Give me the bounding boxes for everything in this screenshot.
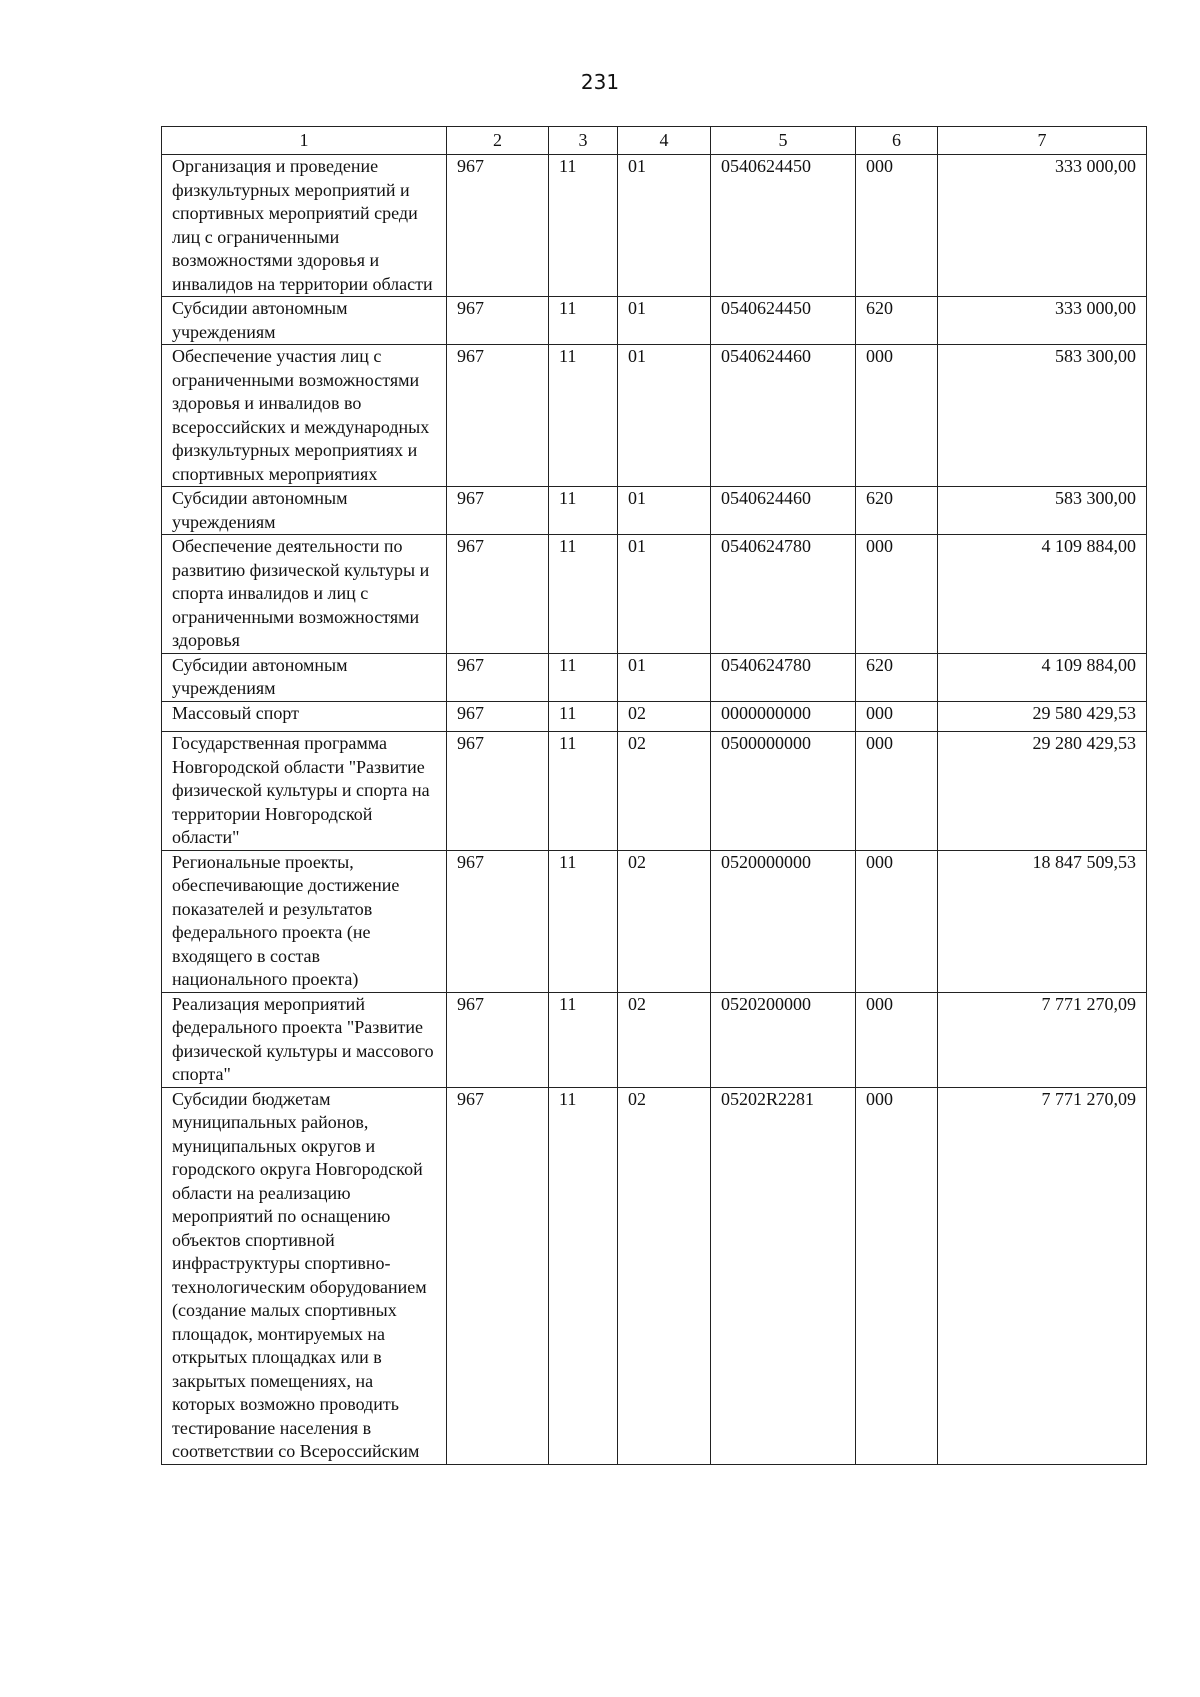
cell-subsection: 01 — [618, 653, 711, 701]
cell-expense-type: 000 — [856, 732, 938, 851]
cell-expense-type: 000 — [856, 155, 938, 297]
cell-amount: 333 000,00 — [938, 297, 1147, 345]
cell-admin-code: 967 — [447, 297, 549, 345]
cell-subsection: 02 — [618, 850, 711, 992]
cell-admin-code: 967 — [447, 487, 549, 535]
cell-admin-code: 967 — [447, 992, 549, 1087]
column-header: 1 — [162, 127, 447, 155]
cell-admin-code: 967 — [447, 850, 549, 992]
cell-section: 11 — [549, 701, 618, 732]
cell-expense-type: 000 — [856, 1087, 938, 1464]
table-row — [162, 297, 1147, 345]
cell-admin-code: 967 — [447, 155, 549, 297]
cell-target-article: 0500000000 — [711, 732, 856, 851]
column-header: 2 — [447, 127, 549, 155]
cell-subsection: 01 — [618, 487, 711, 535]
cell-subsection: 01 — [618, 297, 711, 345]
cell-amount: 333 000,00 — [938, 155, 1147, 297]
row-name: Субсидии автономным учреждениям — [162, 653, 447, 701]
cell-target-article: 0540624780 — [711, 653, 856, 701]
cell-subsection: 01 — [618, 535, 711, 654]
cell-admin-code: 967 — [447, 653, 549, 701]
cell-amount: 7 771 270,09 — [938, 1087, 1147, 1464]
budget-table — [161, 126, 1147, 1465]
cell-target-article: 0540624450 — [711, 155, 856, 297]
cell-expense-type: 620 — [856, 487, 938, 535]
cell-amount: 583 300,00 — [938, 487, 1147, 535]
cell-target-article: 0540624460 — [711, 345, 856, 487]
cell-amount: 29 280 429,53 — [938, 732, 1147, 851]
row-name: Обеспечение деятельности по развитию физической культуры и спорта инвалидов и лиц с ограниченными возможностями здоровья — [162, 535, 447, 654]
row-name: Государственная программа Новгородской области "Развитие физической культуры и спорта на территории Новгородской области" — [162, 732, 447, 851]
header-row — [162, 127, 1147, 155]
cell-section: 11 — [549, 487, 618, 535]
column-header: 6 — [856, 127, 938, 155]
cell-subsection: 01 — [618, 345, 711, 487]
cell-section: 11 — [549, 1087, 618, 1464]
cell-admin-code: 967 — [447, 701, 549, 732]
cell-admin-code: 967 — [447, 535, 549, 654]
cell-expense-type: 620 — [856, 297, 938, 345]
column-header: 3 — [549, 127, 618, 155]
cell-section: 11 — [549, 535, 618, 654]
cell-section: 11 — [549, 155, 618, 297]
row-name: Массовый спорт — [162, 701, 447, 732]
cell-amount: 583 300,00 — [938, 345, 1147, 487]
column-header: 4 — [618, 127, 711, 155]
table-row — [162, 345, 1147, 487]
table-row — [162, 1087, 1147, 1464]
row-name: Субсидии автономным учреждениям — [162, 297, 447, 345]
cell-target-article: 05202R2281 — [711, 1087, 856, 1464]
cell-amount: 4 109 884,00 — [938, 653, 1147, 701]
cell-expense-type: 620 — [856, 653, 938, 701]
cell-amount: 18 847 509,53 — [938, 850, 1147, 992]
cell-expense-type: 000 — [856, 345, 938, 487]
cell-amount: 29 580 429,53 — [938, 701, 1147, 732]
table-row — [162, 535, 1147, 654]
cell-subsection: 01 — [618, 155, 711, 297]
cell-section: 11 — [549, 850, 618, 992]
cell-target-article: 0520000000 — [711, 850, 856, 992]
cell-target-article: 0520200000 — [711, 992, 856, 1087]
cell-section: 11 — [549, 653, 618, 701]
row-name: Региональные проекты, обеспечивающие достижение показателей и результатов федерального проекта (не входящего в состав национального проекта) — [162, 850, 447, 992]
row-name: Субсидии автономным учреждениям — [162, 487, 447, 535]
cell-expense-type: 000 — [856, 850, 938, 992]
cell-target-article: 0000000000 — [711, 701, 856, 732]
cell-target-article: 0540624450 — [711, 297, 856, 345]
table-row — [162, 653, 1147, 701]
cell-admin-code: 967 — [447, 345, 549, 487]
cell-expense-type: 000 — [856, 701, 938, 732]
table-row — [162, 732, 1147, 851]
cell-subsection: 02 — [618, 701, 711, 732]
table-row — [162, 850, 1147, 992]
cell-admin-code: 967 — [447, 1087, 549, 1464]
cell-section: 11 — [549, 297, 618, 345]
row-name: Субсидии бюджетам муниципальных районов, муниципальных округов и городского округа Новгородской области на реализацию мероприятий по оснащению объектов спортивной инфраструктуры спортивно-технологическим оборудованием (создание малых спортивных площадок, монтируемых на открытых площадках или в закрытых помещениях, на которых возможно проводить тестирование населения в соответствии со Всероссийским — [162, 1087, 447, 1464]
column-header: 5 — [711, 127, 856, 155]
table-row — [162, 487, 1147, 535]
cell-subsection: 02 — [618, 732, 711, 851]
table-row — [162, 155, 1147, 297]
cell-expense-type: 000 — [856, 535, 938, 654]
page-number: 231 — [580, 70, 620, 94]
row-name: Обеспечение участия лиц с ограниченными возможностями здоровья и инвалидов во всероссийских и международных физкультурных мероприятиях и спортивных мероприятиях — [162, 345, 447, 487]
cell-target-article: 0540624460 — [711, 487, 856, 535]
cell-expense-type: 000 — [856, 992, 938, 1087]
cell-section: 11 — [549, 345, 618, 487]
table-row — [162, 701, 1147, 732]
cell-section: 11 — [549, 732, 618, 851]
cell-section: 11 — [549, 992, 618, 1087]
cell-amount: 7 771 270,09 — [938, 992, 1147, 1087]
column-header: 7 — [938, 127, 1147, 155]
cell-subsection: 02 — [618, 992, 711, 1087]
cell-subsection: 02 — [618, 1087, 711, 1464]
row-name: Реализация мероприятий федерального проекта "Развитие физической культуры и массового спорта" — [162, 992, 447, 1087]
cell-admin-code: 967 — [447, 732, 549, 851]
cell-target-article: 0540624780 — [711, 535, 856, 654]
cell-amount: 4 109 884,00 — [938, 535, 1147, 654]
row-name: Организация и проведение физкультурных мероприятий и спортивных мероприятий среди лиц с ограниченными возможностями здоровья и инвалидов на территории области — [162, 155, 447, 297]
table-row — [162, 992, 1147, 1087]
